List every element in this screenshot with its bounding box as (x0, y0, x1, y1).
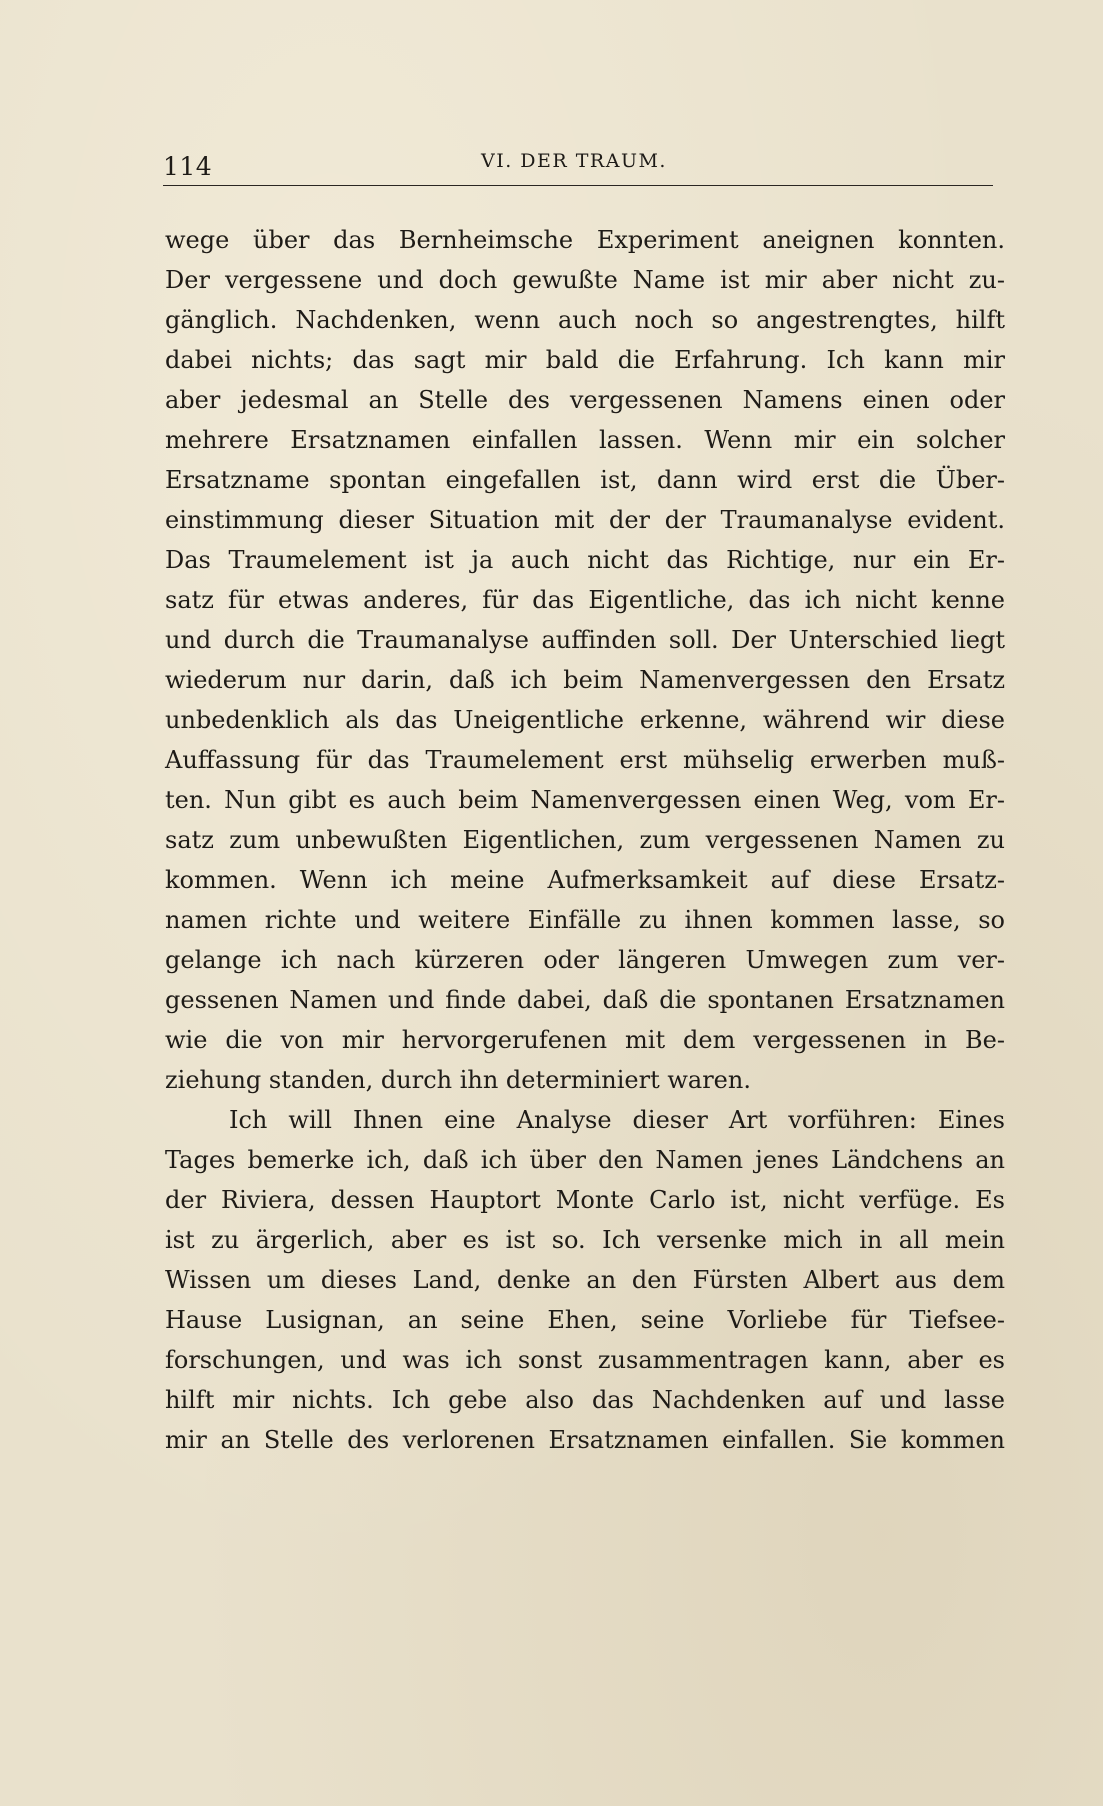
text-line: unbedenklich als das Uneigentliche erkenne, während wir diese (165, 706, 1005, 734)
text-line: hilft mir nichts. Ich gebe also das Nachdenken auf und lasse (165, 1386, 1005, 1414)
text-line: Wissen um dieses Land, denke an den Fürsten Albert aus dem (165, 1266, 1005, 1294)
text-line: forschungen, und was ich sonst zusammentragen kann, aber es (165, 1346, 1005, 1374)
text-line: satz für etwas anderes, für das Eigentliche, das ich nicht kenne (165, 586, 1005, 614)
text-line: aber jedesmal an Stelle des vergessenen Namens einen oder (165, 386, 1005, 414)
paragraph-end-line: ziehung standen, durch ihn determiniert waren. (165, 1066, 751, 1094)
text-line: gelange ich nach kürzeren oder längeren Umwegen zum ver- (165, 946, 1005, 974)
text-line: der Riviera, dessen Hauptort Monte Carlo ist, nicht verfüge. Es (165, 1186, 1005, 1214)
text-line: ist zu ärgerlich, aber es ist so. Ich versenke mich in all mein (165, 1226, 1005, 1254)
text-line: kommen. Wenn ich meine Aufmerksamkeit auf diese Ersatz- (165, 866, 1005, 894)
page-number: 114 (163, 152, 213, 181)
text-line: dabei nichts; das sagt mir bald die Erfahrung. Ich kann mir (165, 346, 1005, 374)
running-title: VI. DER TRAUM. (481, 150, 667, 172)
text-line: und durch die Traumanalyse auffinden soll. Der Unterschied liegt (165, 626, 1005, 654)
body-text (165, 220, 1005, 1460)
text-line: wege über das Bernheimsche Experiment aneignen konnten. (165, 226, 1005, 254)
text-line: namen richte und weitere Einfälle zu ihnen kommen lasse, so (165, 906, 1005, 934)
text-line: Ersatzname spontan eingefallen ist, dann wird erst die Über- (165, 466, 1005, 494)
text-line: mehrere Ersatznamen einfallen lassen. Wenn mir ein solcher (165, 426, 1005, 454)
text-line: gessenen Namen und finde dabei, daß die spontanen Ersatznamen (165, 986, 1005, 1014)
text-line: wiederum nur darin, daß ich beim Namenvergessen den Ersatz (165, 666, 1005, 694)
header-rule (163, 185, 993, 186)
text-line: Auffassung für das Traumelement erst mühselig erwerben muß- (165, 746, 1005, 774)
text-line: satz zum unbewußten Eigentlichen, zum vergessenen Namen zu (165, 826, 1005, 854)
text-line: mir an Stelle des verlorenen Ersatznamen einfallen. Sie kommen (165, 1426, 1005, 1454)
text-line: Das Traumelement ist ja auch nicht das Richtige, nur ein Er- (165, 546, 1005, 574)
page-header (163, 148, 993, 188)
text-line: einstimmung dieser Situation mit der der Traumanalyse evident. (165, 506, 1005, 534)
text-line: Tages bemerke ich, daß ich über den Namen jenes Ländchens an (165, 1146, 1005, 1174)
text-line: Hause Lusignan, an seine Ehen, seine Vorliebe für Tiefsee- (165, 1306, 1005, 1334)
paragraph-start-line: Ich will Ihnen eine Analyse dieser Art vorführen: Eines (229, 1106, 1005, 1134)
text-line: wie die von mir hervorgerufenen mit dem vergessenen in Be- (165, 1026, 1005, 1054)
text-line: Der vergessene und doch gewußte Name ist mir aber nicht zu- (165, 266, 1005, 294)
text-line: ten. Nun gibt es auch beim Namenvergessen einen Weg, vom Er- (165, 786, 1005, 814)
text-line: gänglich. Nachdenken, wenn auch noch so angestrengtes, hilft (165, 306, 1005, 334)
